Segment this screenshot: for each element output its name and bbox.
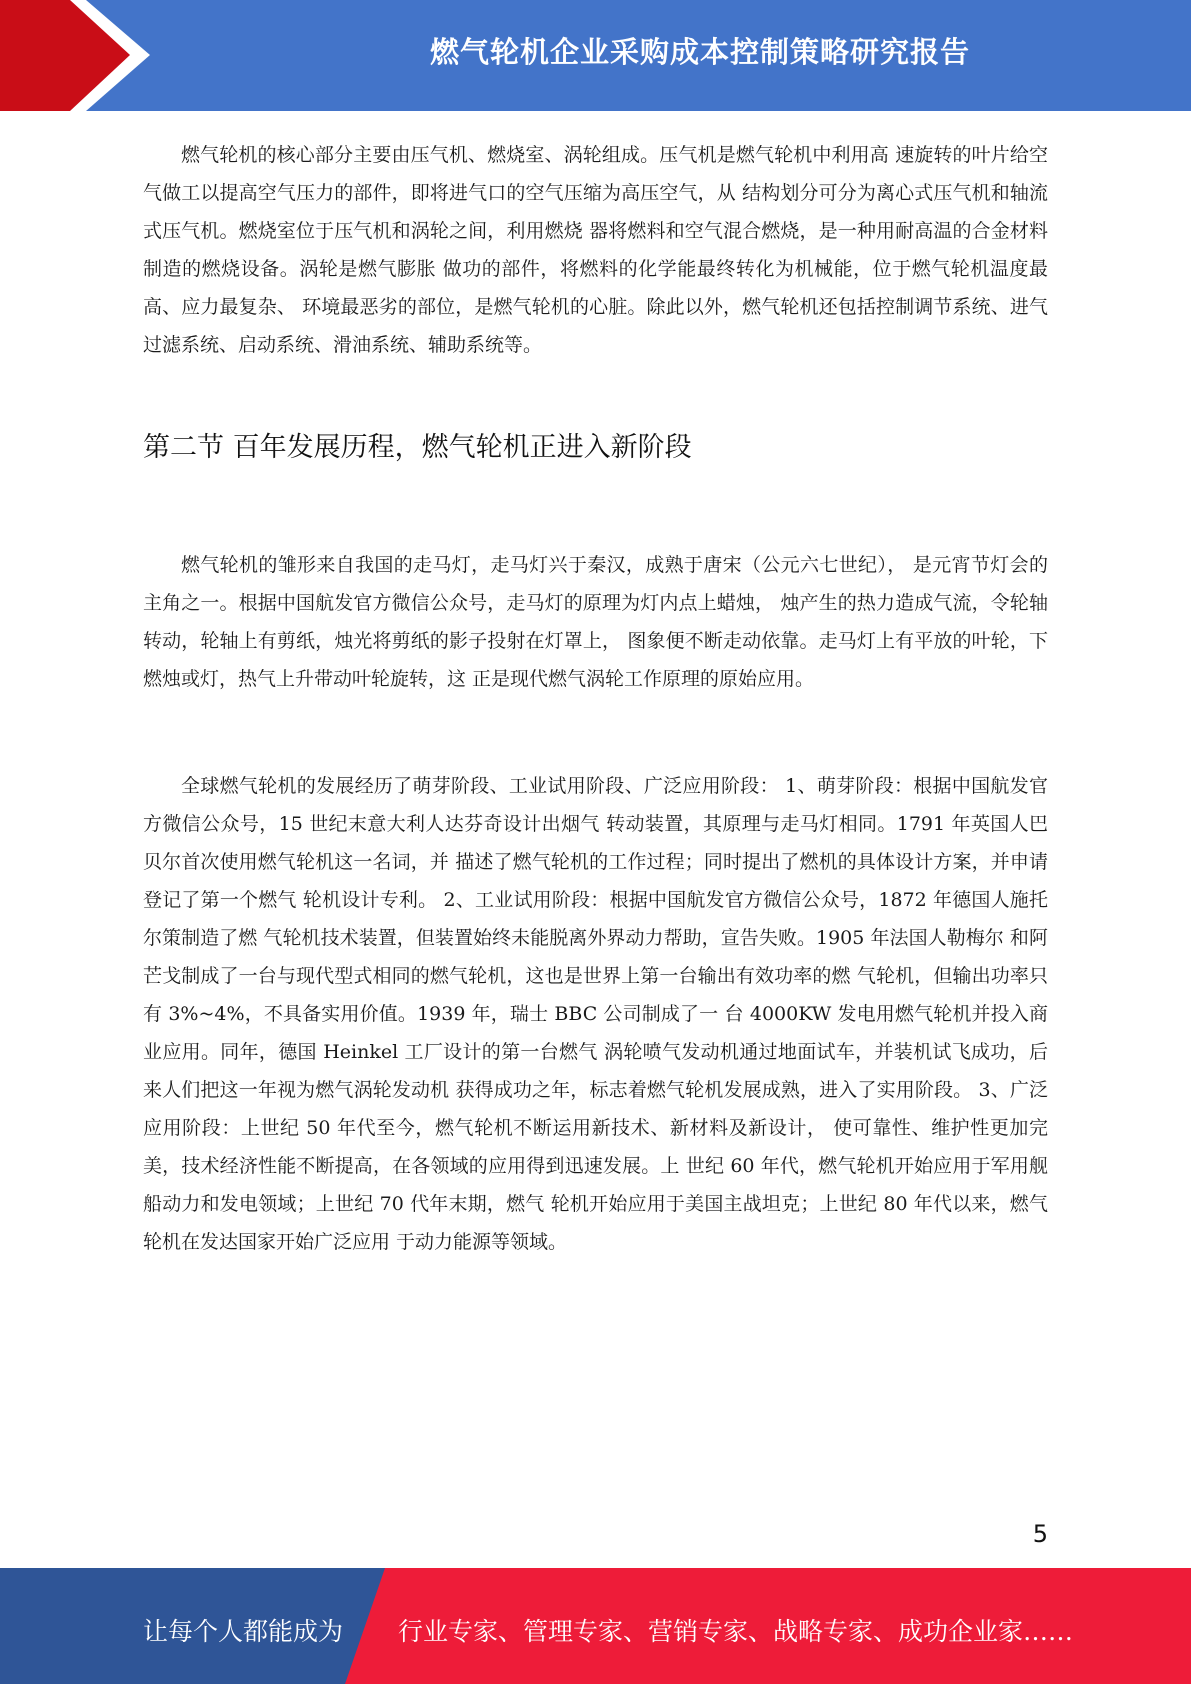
footer-slogan-right: 行业专家、管理专家、营销专家、战略专家、成功企业家…… <box>398 1617 1074 1646</box>
paragraph-components: 燃气轮机的核心部分主要由压气机、燃烧室、涡轮组成。压气机是燃气轮机中利用高 速旋转的叶片给空气做工以提高空气压力的部件，即将进气口的空气压缩为高压空气，从 结构划分可分为离心式压气机和轴流式压气机。燃烧室位于压气机和涡轮之间，利用燃烧 器将燃料和空气混合燃烧，是一种用耐高温的合金材料制造的燃烧设备。涡轮是燃气膨胀 做功的部件，将燃料的化学能最终转化为机械能，位于燃气轮机温度最高、应力最复杂、 环境最恶劣的部位，是燃气轮机的心脏。除此以外，燃气轮机还包括控制调节系统、进气 过滤系统、启动系统、滑油系统、辅助系统等。 <box>143 144 1048 356</box>
header-band <box>0 0 1191 111</box>
page-number: 5 <box>1032 1520 1048 1548</box>
paragraph-history: 全球燃气轮机的发展经历了萌芽阶段、工业试用阶段、广泛应用阶段： 1、萌芽阶段：根据中国航发官方微信公众号，15 世纪末意大利人达芬奇设计出烟气 转动装置，其原理与走马灯相同。1791 年英国人巴贝尔首次使用燃气轮机这一名词，并 描述了燃气轮机的工作过程；同时提出了燃机的具体设计方案，并申请登记了第一个燃气 轮机设计专利。 2、工业试用阶段：根据中国航发官方微信公众号，1872 年德国人施托尔策制造了燃 气轮机技术装置，但装置始终未能脱离外界动力帮助，宣告失败。1905 年法国人勒梅尔 和阿芒戈制成了一台与现代型式相同的燃气轮机，这也是世界上第一台输出有效功率的燃 气轮机，但输出功率只有 3%~4%，不具备实用价值。1939 年，瑞士 BBC 公司制成了一 台 4000KW 发电用燃气轮机并投入商业应用。同年，德国 Heinkel 工厂设计的第一台燃气 涡轮喷气发动机通过地面试车，并装机试飞成功，后来人们把这一年视为燃气涡轮发动机 获得成功之年，标志着燃气轮机发展成熟，进入了实用阶段。 3、广泛应用阶段：上世纪 50 年代至今，燃气轮机不断运用新技术、新材料及新设计， 使可靠性、维护性更加完美，技术经济性能不断提高，在各领域的应用得到迅速发展。上 世纪 60 年代，燃气轮机开始应用于军用舰船动力和发电领域；上世纪 70 代年末期，燃气 轮机开始应用于美国主战坦克；上世纪 80 年代以来，燃气轮机在发达国家开始广泛应用 于动力能源等领域。 <box>143 775 1048 1253</box>
chevron-decoration <box>0 0 160 111</box>
report-title: 燃气轮机企业采购成本控制策略研究报告 <box>429 34 970 69</box>
paragraph-origin: 燃气轮机的雏形来自我国的走马灯，走马灯兴于秦汉，成熟于唐宋（公元六七世纪）， 是元宵节灯会的主角之一。根据中国航发官方微信公众号，走马灯的原理为灯内点上蜡烛， 烛产生的热力造成气流，令轮轴转动，轮轴上有剪纸，烛光将剪纸的影子投射在灯罩上， 图象便不断走动依靠。走马灯上有平放的叶轮，下燃烛或灯，热气上升带动叶轮旋转，这 正是现代燃气涡轮工作原理的原始应用。 <box>143 554 1048 690</box>
footer-slogan-left: 让每个人都能成为 <box>143 1617 344 1646</box>
section-heading: 第二节 百年发展历程，燃气轮机正进入新阶段 <box>143 432 692 463</box>
